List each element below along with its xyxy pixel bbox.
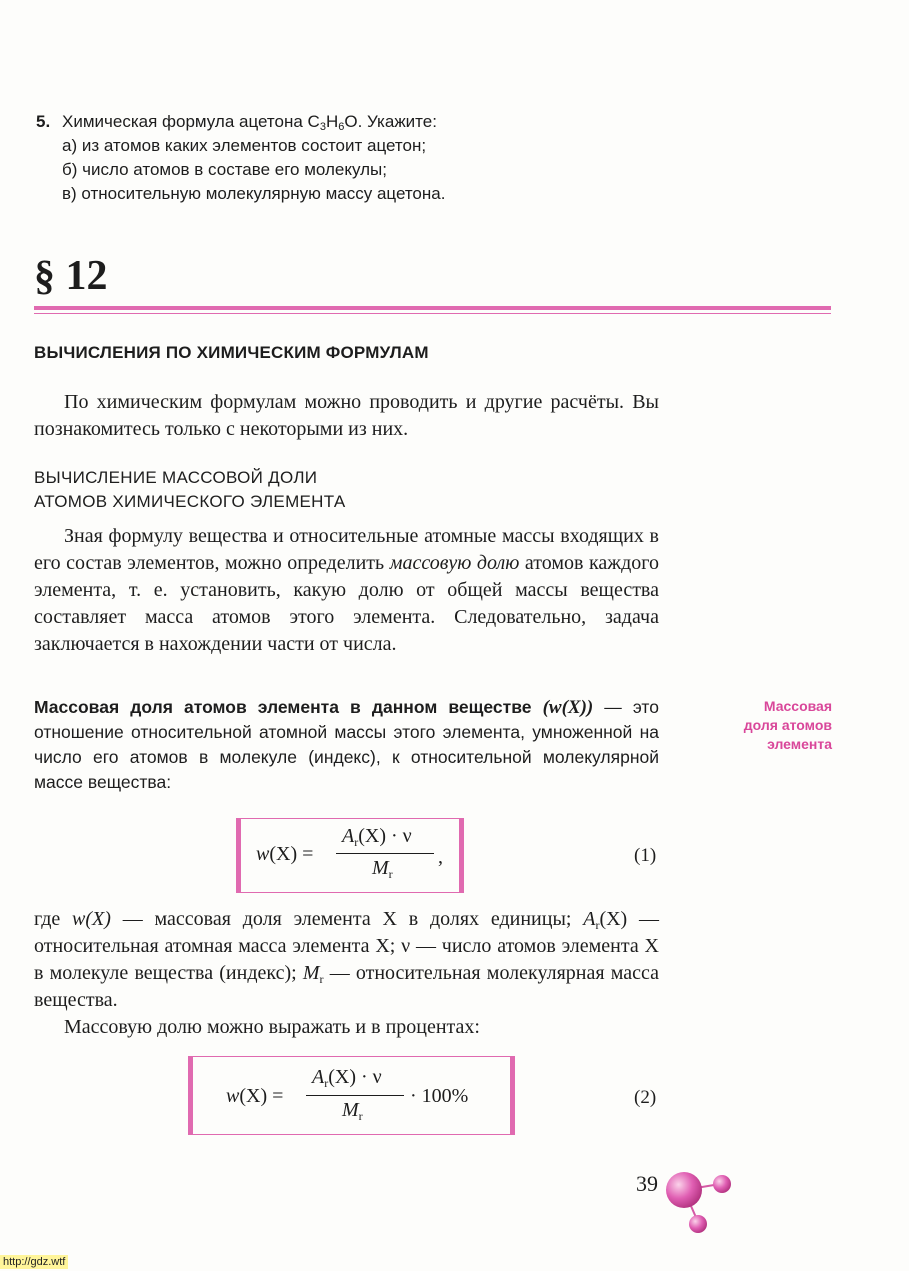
margin-note bbox=[700, 697, 832, 754]
formula-2-numerator bbox=[312, 1066, 382, 1089]
text-span: — относительная атомная масса элемента X; ν — число атомов элемента X в молекуле вещества (индекс); bbox=[34, 908, 660, 984]
paragraph-number: § 12 bbox=[34, 253, 108, 299]
emphasis-term: массовую долю bbox=[389, 552, 520, 574]
exercise-stem-text: Химическая формула ацетона C bbox=[62, 112, 320, 131]
formula-2-percent: · 100% bbox=[410, 1085, 469, 1107]
molecule-icon bbox=[660, 1160, 740, 1240]
page-number: 39 bbox=[636, 1171, 658, 1196]
exercise-stem bbox=[36, 110, 656, 134]
subheading-line: АТОМОВ ХИМИЧЕСКОГО ЭЛЕМЕНТА bbox=[34, 492, 346, 511]
exercise-number: 5. bbox=[36, 112, 51, 131]
subscript: r bbox=[319, 972, 324, 986]
equation-number-1: (1) bbox=[634, 845, 657, 866]
definition-symbol: (w(X)) bbox=[542, 697, 594, 718]
definition-term: Массовая доля атомов элемента в данном веществе bbox=[34, 697, 532, 717]
symbol: A bbox=[342, 825, 355, 847]
formula-1-numerator bbox=[342, 825, 412, 848]
percent-sentence: Массовую долю можно выражать и в процентах: bbox=[64, 1016, 480, 1038]
subscript: r bbox=[595, 918, 600, 932]
text-span: — массовая доля элемента X в долях единицы; bbox=[110, 908, 584, 930]
exercise-item-a: а) из атомов каких элементов состоит ацетон; bbox=[62, 136, 427, 155]
definition bbox=[34, 695, 659, 795]
text-span: (X) · ν bbox=[358, 825, 412, 847]
watermark: http://gdz.wtf bbox=[0, 1255, 68, 1269]
subheading bbox=[34, 466, 346, 514]
divider bbox=[34, 306, 831, 310]
exercise-item-c: в) относительную молекулярную массу ацетона. bbox=[62, 184, 446, 203]
subscript: 6 bbox=[338, 121, 345, 133]
symbol: M bbox=[342, 1099, 359, 1121]
subscript: r bbox=[388, 867, 393, 881]
formula-2-denominator bbox=[342, 1099, 363, 1122]
symbol: w(X) bbox=[72, 908, 111, 930]
subscript: 3 bbox=[319, 121, 326, 133]
equation-number-2: (2) bbox=[634, 1087, 657, 1108]
symbol: A bbox=[583, 908, 596, 930]
symbols-explanation bbox=[34, 906, 659, 1041]
margin-note-line: элемента bbox=[767, 736, 832, 752]
exercise-stem-text: H bbox=[325, 112, 339, 131]
text-span: где bbox=[34, 908, 73, 930]
subheading-line: ВЫЧИСЛЕНИЕ МАССОВОЙ ДОЛИ bbox=[34, 468, 318, 487]
divider bbox=[34, 313, 831, 314]
intro-paragraph: По химическим формулам можно проводить и другие расчёты. Вы познакомитесь только с некоторыми из них. bbox=[34, 391, 659, 440]
text-span: — относительная молекулярная масса вещества. bbox=[34, 962, 659, 1011]
exercise-item-b: б) число атомов в составе его молекулы; bbox=[62, 160, 387, 179]
paragraph-mass-fraction bbox=[34, 523, 659, 658]
symbol: M bbox=[302, 962, 320, 984]
text-span: Зная формулу вещества и относительные атомные массы входящих в его состав элементов, можно определить bbox=[34, 525, 659, 574]
margin-note-line: доля атомов bbox=[743, 717, 832, 733]
formula-1-comma: , bbox=[438, 846, 443, 868]
text-span: (X) bbox=[599, 908, 628, 930]
margin-note-line: Массовая bbox=[763, 698, 832, 714]
exercise-5 bbox=[36, 110, 656, 206]
section-title: ВЫЧИСЛЕНИЯ ПО ХИМИЧЕСКИМ ФОРМУЛАМ bbox=[34, 343, 429, 362]
symbol: A bbox=[312, 1066, 325, 1088]
text-span: (X) · ν bbox=[328, 1066, 382, 1088]
formula-1-denominator bbox=[372, 857, 393, 880]
symbol: M bbox=[372, 857, 389, 879]
formula-2-lhs: w(X) = bbox=[226, 1085, 284, 1107]
definition-text: — это отношение относительной атомной массы этого элемента, умноженной на число его атомов в молекуле (индекс), к относительной молекулярной массе вещества: bbox=[34, 697, 659, 792]
exercise-stem-text: O. Укажите: bbox=[344, 112, 437, 131]
subscript: r bbox=[354, 835, 359, 849]
text-span: атомов каждого элемента, т. е. установить, какую долю от общей массы вещества составляет масса атомов этого элемента. Следовательно, задача заключается в нахождении части от числа. bbox=[34, 552, 660, 655]
formula-1-lhs: w(X) = bbox=[256, 843, 314, 865]
subscript: r bbox=[324, 1076, 329, 1090]
fraction-line bbox=[336, 853, 434, 854]
fraction-line bbox=[306, 1095, 404, 1096]
subscript: r bbox=[358, 1109, 363, 1123]
